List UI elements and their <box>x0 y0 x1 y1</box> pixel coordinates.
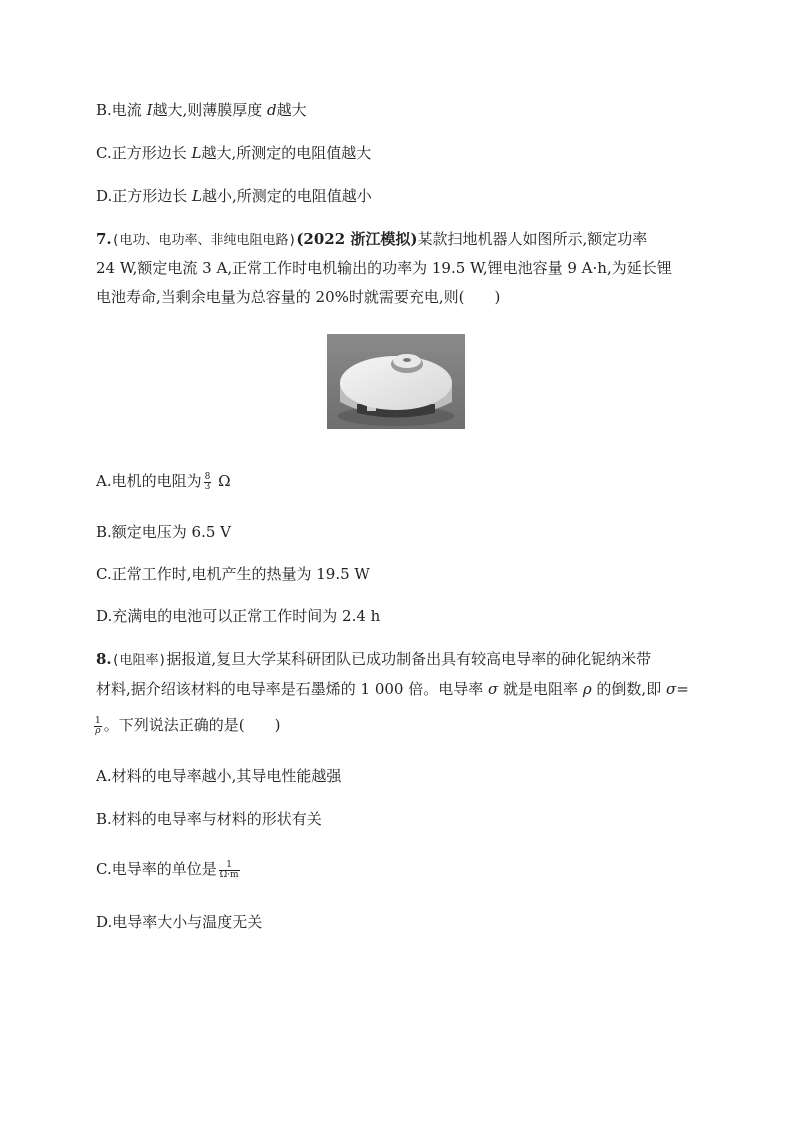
q7-option-d: D.充满电的电池可以正常工作时间为 2.4 h <box>96 607 381 625</box>
q8-option-b: B.材料的电导率与材料的形状有关 <box>96 810 322 828</box>
q7-option-a-fraction <box>204 473 212 492</box>
fraction-numerator: 1 <box>226 859 233 870</box>
q7-source: (2022 浙江模拟) <box>296 230 418 248</box>
q8-option-a: A.材料的电导率越小,其导电性能越强 <box>96 767 342 785</box>
q7-option-b: B.额定电压为 6.5 V <box>96 523 232 541</box>
fraction-denominator: ρ <box>95 725 101 736</box>
q8-text-b: 就是电阻率 <box>498 680 583 698</box>
q6-option-b-var2: d <box>267 101 277 119</box>
q6-option-c <box>96 142 371 164</box>
fraction-denominator: Ω·m <box>219 869 239 880</box>
q6-option-d-text1: D.正方形边长 <box>96 187 193 205</box>
q7-option-a-unit: Ω <box>213 472 231 490</box>
q6-option-b-text1: B.电流 <box>96 101 147 119</box>
q8-text-a: 材料,据介绍该材料的电导率是石墨烯的 1 000 倍。电导率 <box>96 680 489 698</box>
q8-option-c-text: C.电导率的单位是 <box>96 860 217 878</box>
q6-option-d-var: L <box>192 187 202 205</box>
fraction-numerator: 1 <box>95 715 101 726</box>
q6-option-b-text2: 越大,则薄膜厚度 <box>152 101 268 119</box>
q8-stem-line1 <box>96 648 651 672</box>
q8-rho: ρ <box>582 680 592 698</box>
q8-option-c-fraction <box>219 861 240 880</box>
q7-stem-line3: 电池寿命,当剩余电量为总容量的 20%时就需要充电,则( ) <box>96 288 501 306</box>
q8-fraction <box>94 717 102 736</box>
q8-equals: = <box>676 680 689 698</box>
q6-option-b-var: I <box>146 101 153 119</box>
fraction-denominator: 3 <box>204 481 211 492</box>
q8-number: 8. <box>96 650 112 668</box>
q7-stem-line2: 24 W,额定电流 3 A,正常工作时电机输出的功率为 19.5 W,锂电池容量 9 A·h,为延长锂 <box>96 259 672 277</box>
q7-option-a <box>96 470 231 492</box>
q6-option-b <box>96 99 307 121</box>
q8-topic-tag: (电阻率) <box>111 653 167 668</box>
q8-stem-text1: 据报道,复旦大学某科研团队已成功制备出具有较高电导率的砷化铌纳米带 <box>166 650 652 668</box>
q8-option-c <box>96 858 242 880</box>
q7-stem-text1: 某款扫地机器人如图所示,额定功率 <box>417 230 648 248</box>
q8-stem-text3: 。下列说法正确的是( ) <box>103 716 281 734</box>
robot-vacuum-image <box>327 334 465 429</box>
q6-option-c-text2: 越大,所测定的电阻值越大 <box>201 144 372 162</box>
q6-option-d <box>96 185 372 207</box>
q8-text-c: 的倒数,即 <box>591 680 666 698</box>
q8-option-d: D.电导率大小与温度无关 <box>96 913 263 931</box>
fraction-numerator: 8 <box>204 471 211 482</box>
q7-stem-line1 <box>96 228 647 252</box>
q7-topic-tag: (电功、电功率、非纯电阻电路) <box>111 233 297 248</box>
q7-option-c: C.正常工作时,电机产生的热量为 19.5 W <box>96 565 370 583</box>
q6-option-d-text2: 越小,所测定的电阻值越小 <box>202 187 372 205</box>
q8-stem-line2 <box>96 678 689 700</box>
q8-stem-line3 <box>92 714 280 736</box>
q7-option-a-text: A.电机的电阻为 <box>96 472 202 490</box>
q8-sigma: σ <box>488 680 499 698</box>
q8-sigma-2: σ <box>665 680 677 698</box>
q6-option-c-var: L <box>191 144 202 162</box>
q7-number: 7. <box>96 230 112 248</box>
q6-option-b-text3: 越大 <box>276 101 307 119</box>
q6-option-c-text1: C.正方形边长 <box>96 144 192 162</box>
